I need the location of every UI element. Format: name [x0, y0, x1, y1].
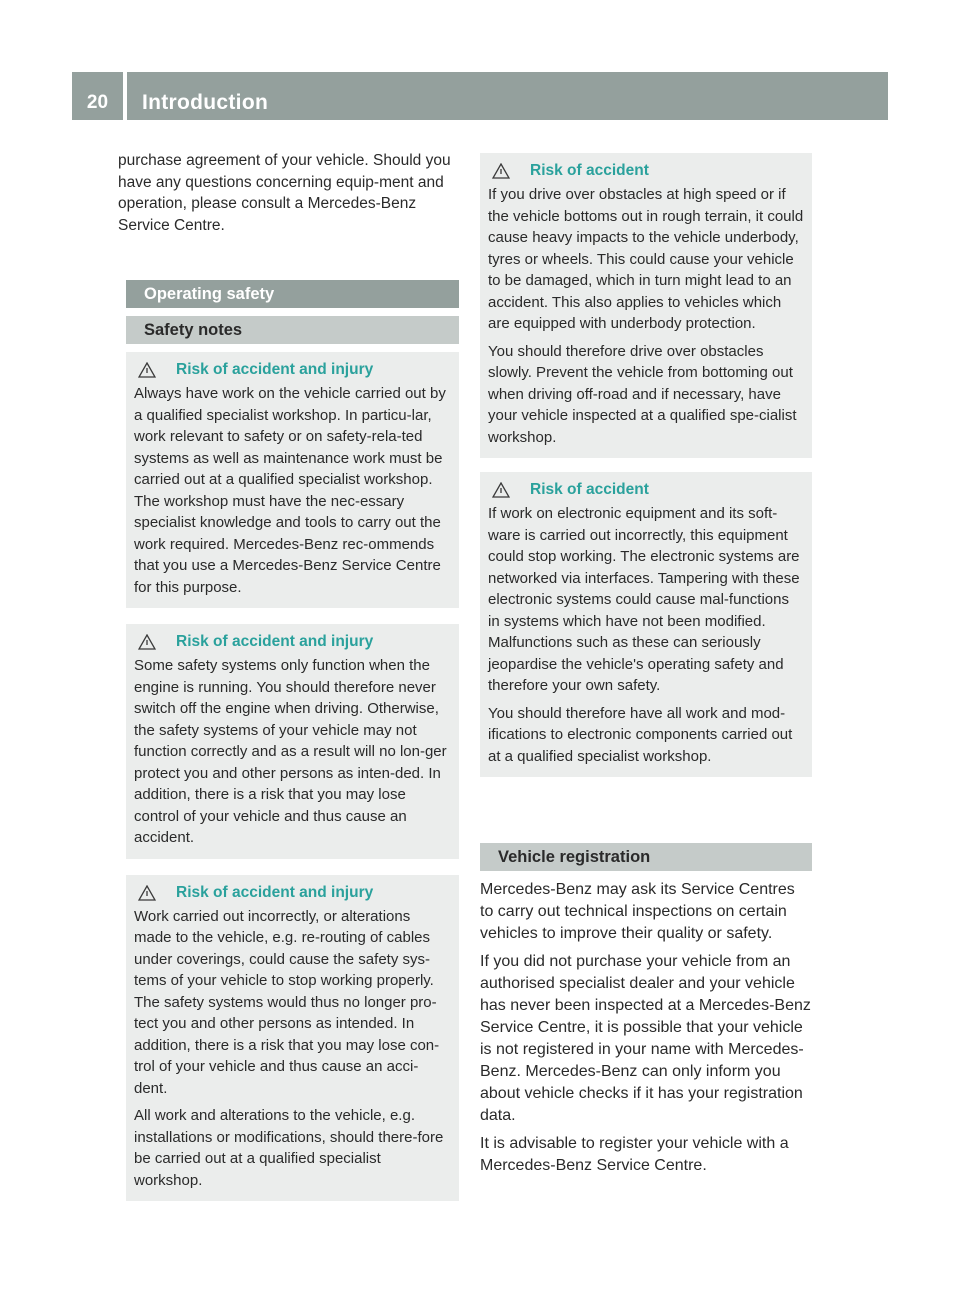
warning-title-text: Risk of accident and injury: [176, 883, 374, 901]
registration-paragraph: It is advisable to register your vehicle with a Mercedes-Benz Service Centre.: [480, 1135, 789, 1174]
page-number: 20: [86, 92, 109, 113]
warning-text: All work and alterations to the vehicle, e.g. installations or modifications, should there-fore be carried out at a qualified specialist workshop.: [134, 1107, 444, 1189]
vehicle-registration-heading: Vehicle registration: [480, 843, 812, 871]
warning-box: [480, 472, 812, 777]
warning-title: [488, 480, 804, 500]
warning-text: You should therefore have all work and mod-ifications to electronic components carried out at a qualified specialist workshop.: [488, 704, 793, 765]
warning-box: [126, 352, 459, 608]
operating-safety-heading: Operating safety: [126, 280, 459, 308]
warning-title-text: Risk of accident: [530, 162, 649, 179]
left-column: [116, 150, 459, 1201]
warning-title-text: Risk of accident and injury: [176, 633, 374, 650]
right-column: [480, 150, 812, 1177]
warning-triangle-icon: [492, 482, 510, 498]
section-title: Introduction: [142, 91, 269, 114]
warning-text: You should therefore drive over obstacles slowly. Prevent the vehicle from bottoming out when driving off-road and if necessary, have your vehicle inspected at a qualified spe-cialist workshop.: [488, 342, 797, 446]
page-header: [72, 72, 888, 120]
warning-box: [126, 875, 459, 1202]
warning-title-text: Risk of accident and injury: [176, 361, 374, 378]
header-divider: [123, 72, 127, 120]
warning-triangle-icon: [138, 634, 156, 650]
warning-box: [126, 624, 459, 859]
warning-title: [488, 161, 804, 181]
warning-text: Always have work on the vehicle carried out by a qualified specialist workshop. In particu-lar, work relevant to safety or on safety-rela-ted systems as well as maintenance work must be carried out at a qualified specialist workshop. The workshop must have the nec-essary specialist knowledge and tools to carry out the work required. Mercedes-Benz rec-ommends that you use a Mercedes-Benz Service Centre for this purpose.: [134, 385, 446, 596]
warning-triangle-icon: [492, 163, 510, 179]
registration-paragraph: If you did not purchase your vehicle from an authorised specialist dealer and your vehicle has never been inspected at a Mercedes-Benz Service Centre, it is possible that your vehicle is not registered in your name with Mercedes-Benz. Mercedes-Benz can only inform you about vehicle checks if it has your registration data.: [480, 953, 811, 1124]
warning-triangle-icon: [138, 885, 156, 901]
warning-title: [134, 632, 451, 652]
registration-paragraph: Mercedes-Benz may ask its Service Centres to carry out technical inspections on certain vehicles to improve their quality or safety.: [480, 881, 795, 942]
warning-text: If you drive over obstacles at high speed or if the vehicle bottoms out in rough terrain, it could cause heavy impacts to the vehicle underbody, tyres or wheels. This could cause your vehicle to be damaged, which in turn might lead to an accident. This also applies to vehicles which are equipped with underbody protection.: [488, 186, 804, 332]
warning-text: If work on electronic equipment and its soft-ware is carried out incorrectly, this equipment could stop working. The electronic systems are networked via interfaces. Tampering with these electronic systems could cause mal-functions in systems which have not been modified. Malfunctions such as these can seriously jeopardise the vehicle's operating safety and therefore your own safety.: [488, 505, 800, 694]
warning-title: [134, 883, 451, 903]
warning-title-text: Risk of accident: [530, 481, 649, 498]
warning-box: [480, 153, 812, 458]
warning-text: Work carried out incorrectly, or alterations made to the vehicle, e.g. re-routing of cables under coverings, could cause the safety sys-tems of your vehicle to stop working properly. The safety systems would thus no longer pro-tect you and other persons as intended. In addition, there is a risk that you may lose con-trol of your vehicle and thus cause an acci-dent.: [134, 907, 440, 1097]
safety-notes-heading: Safety notes: [126, 316, 459, 344]
warning-text: Some safety systems only function when the engine is running. You should therefore never switch off the engine when driving. Otherwise, the safety systems of your vehicle may not function correctly and as a result will no lon-ger protect you and other persons as inten-ded. In addition, there is a risk that you may lose control of your vehicle and thus cause an accident.: [134, 657, 447, 846]
warning-title: [134, 360, 451, 380]
warning-triangle-icon: [138, 362, 156, 378]
intro-paragraph: purchase agreement of your vehicle. Should you have any questions concerning equip-ment and operation, please consult a Mercedes-Benz Service Centre.: [118, 152, 451, 234]
